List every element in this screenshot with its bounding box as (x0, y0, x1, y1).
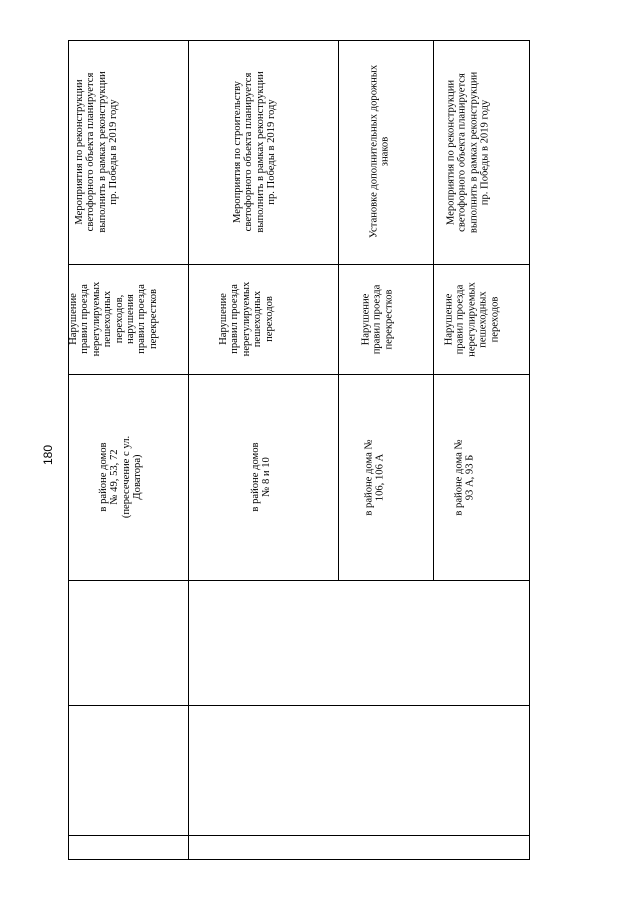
row-3-violation: Нарушение правил проезда перекрестков (360, 284, 395, 355)
row-1-location: в районе домов № 49, 53, 72 (пересечение с ул. Доватора) (98, 435, 144, 519)
row-4-measures: Мероприятия по реконструкции светофорного объекта планируется выполнить в рамках реконструкции пр. Победы в 2019 году (445, 71, 491, 234)
row-4-violation: Нарушение правил проезда нерегулируемых пешеходных переходов (443, 282, 501, 357)
row-4-location: в районе дома № 93 А, 93 Б (453, 439, 476, 516)
row-2-location: в районе домов № 8 и 10 (250, 442, 273, 512)
row-1-measures: Мероприятия по реконструкции светофорного объекта планируется выполнить в рамках реконструкции пр. Победы в 2019 году (74, 71, 120, 233)
row-1-violation: Нарушение правил проезда нерегулируемых пешеходных переходов, нарушения правил проезда перекрестков (68, 281, 159, 357)
row-3-location: в районе дома № 106, 106 А (363, 439, 386, 516)
page-number: 180 (41, 444, 55, 466)
row-2-violation: Нарушение правил проезда нерегулируемых пешеходных переходов (218, 281, 275, 357)
rotated-table (68, 40, 530, 860)
row-3-measures: Установке дополнительных дорожных знаков (368, 64, 391, 239)
row-2-measures: Мероприятия по строительству светофорного объекта планируется выполнить в рамках реконструкции пр. Победы в 2019 году (232, 71, 278, 233)
